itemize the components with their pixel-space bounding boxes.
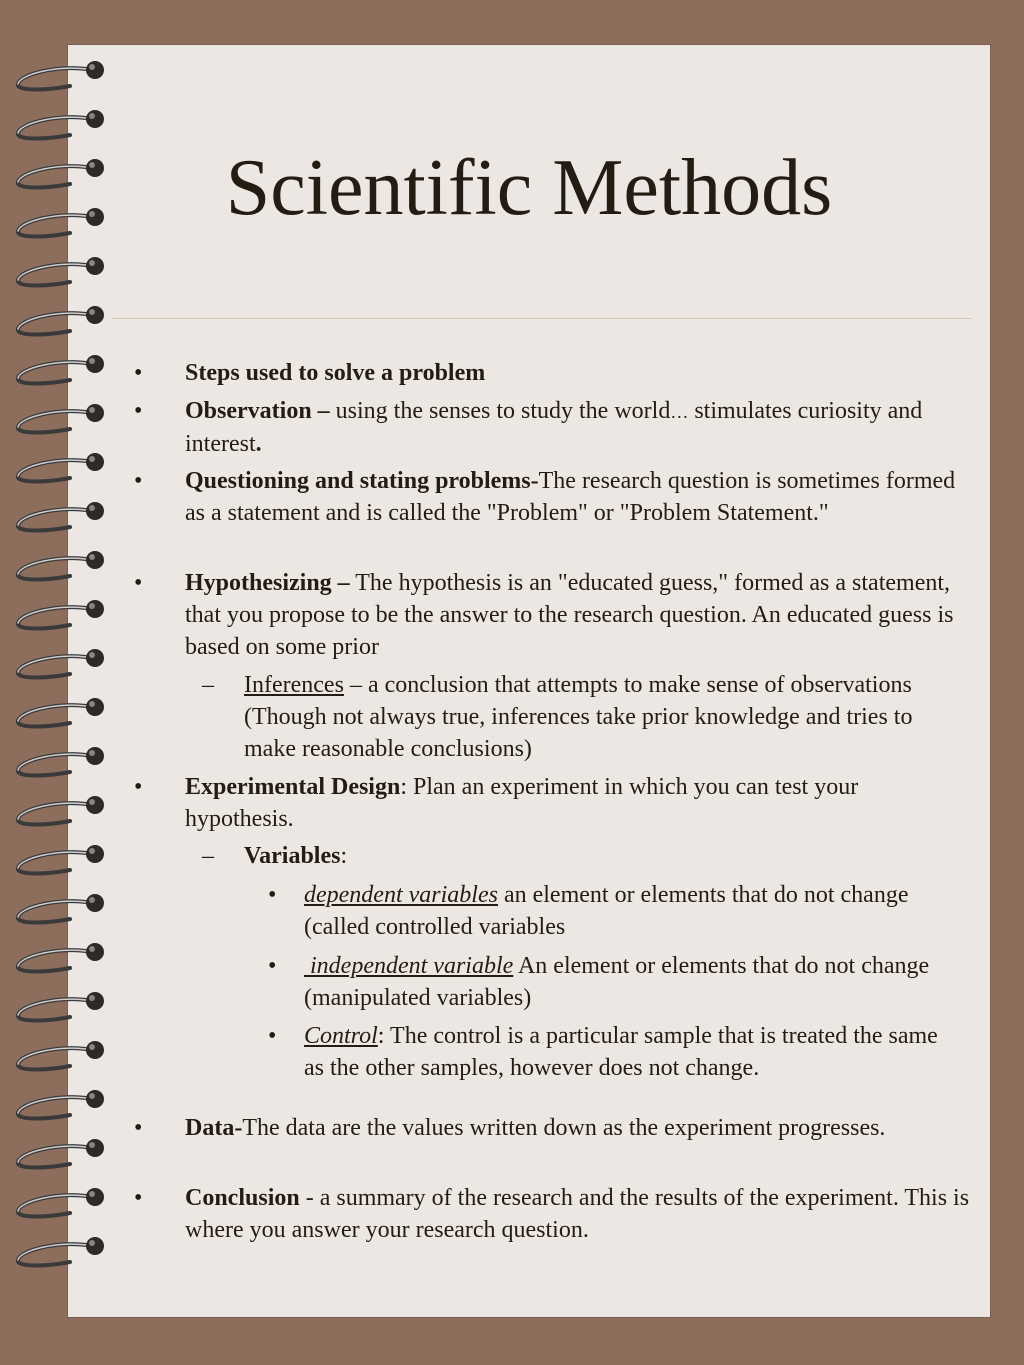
- list-item-steps: Steps used to solve a problem: [185, 360, 486, 386]
- bullet-marker: •: [268, 953, 277, 979]
- bullet-marker: •: [134, 1115, 143, 1141]
- list-item-conclusion: Conclusion - a summary of the research and the results of the experiment. This is where you answer your research question.: [185, 1185, 970, 1243]
- list-item-questioning: Questioning and stating problems-The research question is sometimes formed as a statement and is called the "Problem" or "Problem Statement.": [185, 468, 956, 526]
- list-item-inferences: Inferences – a conclusion that attempts to make sense of observations (Though not always true, inferences take prior knowledge and tries to make reasonable conclusions): [244, 672, 913, 762]
- bullet-marker: •: [268, 882, 277, 908]
- list-item-hypothesizing: Hypothesizing – The hypothesis is an "educated guess," formed as a statement, that you propose to be the answer to the research question. An educated guess is based on some prior: [185, 570, 954, 660]
- list-item-dependent-variables: dependent variables an element or elements that do not change (called controlled variables: [304, 882, 909, 940]
- list-item-observation: Observation – using the senses to study the world… stimulates curiosity and interest.: [185, 398, 923, 457]
- list-item-independent-variable: independent variable An element or elements that do not change (manipulated variables): [304, 953, 930, 1011]
- list-item-data: Data-The data are the values written down as the experiment progresses.: [185, 1115, 886, 1141]
- dash-marker: –: [202, 672, 214, 698]
- dash-marker: –: [202, 843, 214, 869]
- slide-title: Scientific Methods: [225, 144, 833, 232]
- list-item-control: Control: The control is a particular sample that is treated the same as the other samples, however does not change.: [304, 1023, 938, 1081]
- bullet-marker: •: [134, 468, 143, 494]
- bullet-marker: •: [134, 570, 143, 596]
- bullet-marker: •: [268, 1023, 277, 1049]
- bullet-marker: •: [134, 398, 143, 424]
- list-item-variables: Variables:: [244, 843, 348, 869]
- bullet-marker: •: [134, 1185, 143, 1211]
- bullet-marker: •: [134, 360, 143, 386]
- bullet-marker: •: [134, 774, 143, 800]
- list-item-experimental-design: Experimental Design: Plan an experiment in which you can test your hypothesis.: [185, 774, 859, 832]
